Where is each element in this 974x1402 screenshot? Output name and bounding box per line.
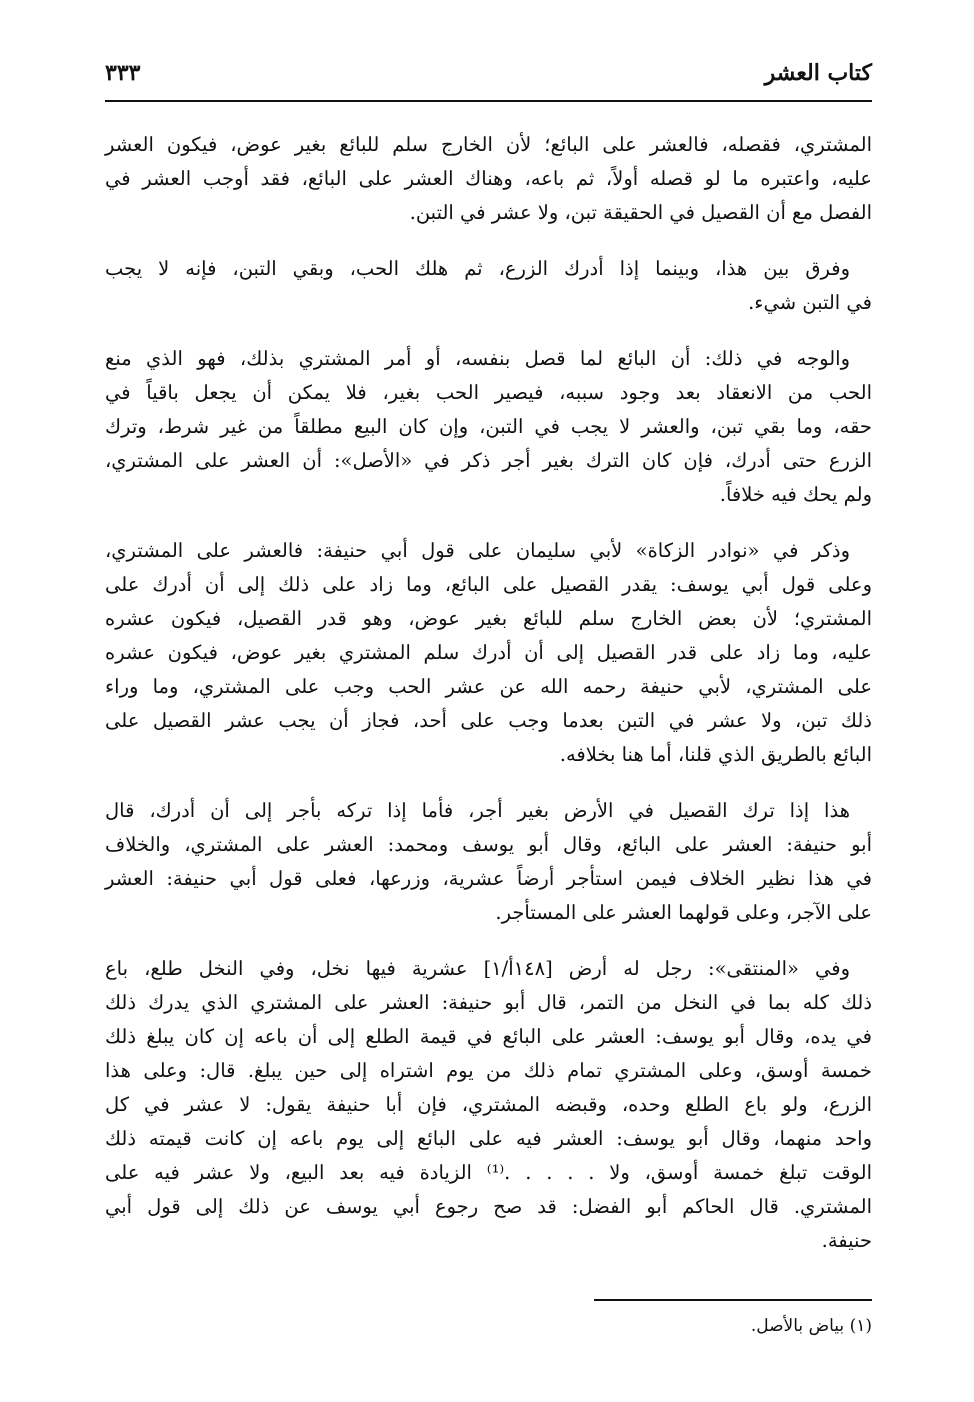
text-line: المشتري، فقصله، فالعشر على البائع؛ لأن الخارج سلم للبائع بغير عوض، فيكون العشر	[105, 133, 872, 156]
text-line: حقه، وما بقي تبن، والعشر لا يجب في التبن، وإن كان البيع مطلقاً من غير شرط، وترك	[105, 415, 872, 438]
text-line: أبو حنيفة: العشر على البائع، وقال أبو يوسف ومحمد: العشر على المشتري، والخلاف	[105, 833, 872, 856]
text-line: وذكر في «نوادر الزكاة» لأبي سليمان على قول أبي حنيفة: فالعشر على المشتري،	[105, 539, 850, 562]
text-line: على الآجر، وعلى قولهما العشر على المستأجر.	[495, 901, 872, 924]
footnote-marker: (١)	[849, 1316, 872, 1336]
running-title: كتاب العشر	[764, 60, 872, 86]
text-line: المشتري. قال الحاكم أبو الفضل: قد صح رجوع أبي يوسف عن ذلك إلى قول أبي	[105, 1195, 872, 1218]
text-line: ذلك تبن، ولا عشر في التبن بعدما وجب على أحد، فجاز أن يجب عشر القصيل على	[105, 709, 872, 732]
text-line: في يده، وقال أبو يوسف: العشر على البائع في قيمة الطلع إلى أن باعه إن كان يبلغ ذلك	[105, 1025, 872, 1048]
footnote	[751, 1316, 872, 1336]
text-line: حنيفة.	[821, 1229, 872, 1252]
paragraph	[105, 252, 872, 320]
text-line: والوجه في ذلك: أن البائع لما قصل بنفسه، أو أمر المشتري بذلك، فهو الذي منع	[105, 347, 850, 370]
text-line: واحد منهما، وقال أبو يوسف: العشر فيه على البائع إلى يوم باعه إن كانت قيمته ذلك	[105, 1127, 872, 1150]
text-line: ذلك كله بما في النخل من التمر، قال أبو حنيفة: العشر على المشتري الذي يدرك ذلك	[105, 991, 872, 1014]
text-line: في التبن شيء.	[748, 291, 872, 314]
paragraph	[105, 342, 872, 512]
text-line: الوقت تبلغ خمسة أوسق، ولا . . . . .⁽¹⁾ الزيادة فيه بعد البيع، ولا عشر فيه على	[105, 1161, 872, 1184]
header-rule	[105, 100, 872, 102]
footnote-text: بياض بالأصل.	[750, 1316, 845, 1336]
text-line: الحب من الانعقاد بعد وجود سببه، فيصير الحب بغير، فلا يمكن أن يجعل باقياً في	[105, 381, 872, 404]
text-line: الفصل مع أن القصيل في الحقيقة تبن، ولا عشر في التبن.	[409, 201, 872, 224]
paragraph	[105, 952, 872, 1258]
text-line: وعلى قول أبي يوسف: يقدر القصيل على البائع، وما زاد على ذلك إلى أن أدرك على	[105, 573, 872, 596]
text-line: المشتري؛ لأن بعض الخارج سلم للبائع بغير عوض، وهو قدر القصيل، فيكون عشره	[105, 607, 872, 630]
text-line: على المشتري، لأبي حنيفة رحمه الله عن عشر الحب وجب على المشتري، وما وراء	[105, 675, 872, 698]
text-line: الزرع حتى أدرك، فإن كان الترك بغير أجر ذكر في «الأصل»: أن العشر على المشتري،	[105, 449, 872, 472]
text-line: الزرع، ولو باع الطلع وحده، وقبضه المشتري، فإن أبا حنيفة يقول: لا عشر في كل	[105, 1093, 872, 1116]
page-header	[105, 58, 872, 92]
text-line: عليه، وما زاد على قدر القصيل إلى أن أدرك سلم المشتري بغير عوض، فيكون عشره	[105, 641, 872, 664]
text-line: البائع بالطريق الذي قلنا، أما هنا بخلافه.	[559, 743, 872, 766]
paragraph	[105, 128, 872, 230]
page-number: ٣٣٣	[105, 60, 141, 86]
text-line: وفرق بين هذا، وبينما إذا أدرك الزرع، ثم هلك الحب، وبقي التبن، فإنه لا يجب	[105, 257, 850, 280]
text-line: هذا إذا ترك القصيل في الأرض بغير أجر، فأما إذا تركه بأجر إلى أن أدرك، قال	[105, 799, 850, 822]
paragraph	[105, 794, 872, 930]
text-line: عليه، واعتبره ما لو قصله أولاً، ثم باعه، وهناك العشر على البائع، فقد أوجب العشر في	[105, 167, 872, 190]
paragraph	[105, 534, 872, 772]
body-text	[105, 128, 872, 1280]
text-line: ولم يحك فيه خلافاً.	[719, 483, 872, 506]
footnote-rule	[594, 1299, 872, 1301]
text-line: وفي «المنتقى»: رجل له أرض [١٤٨أ/١] عشرية فيها نخل، وفي النخل طلع، باع	[105, 957, 851, 980]
text-line: في هذا نظير الخلاف فيمن استأجر أرضاً عشرية، وزرعها، فعلى قول أبي حنيفة: العشر	[105, 867, 872, 890]
text-line: خمسة أوسق، وعلى المشتري تمام ذلك من يوم اشتراه إلى حين يبلغ. قال: وعلى هذا	[105, 1059, 872, 1082]
